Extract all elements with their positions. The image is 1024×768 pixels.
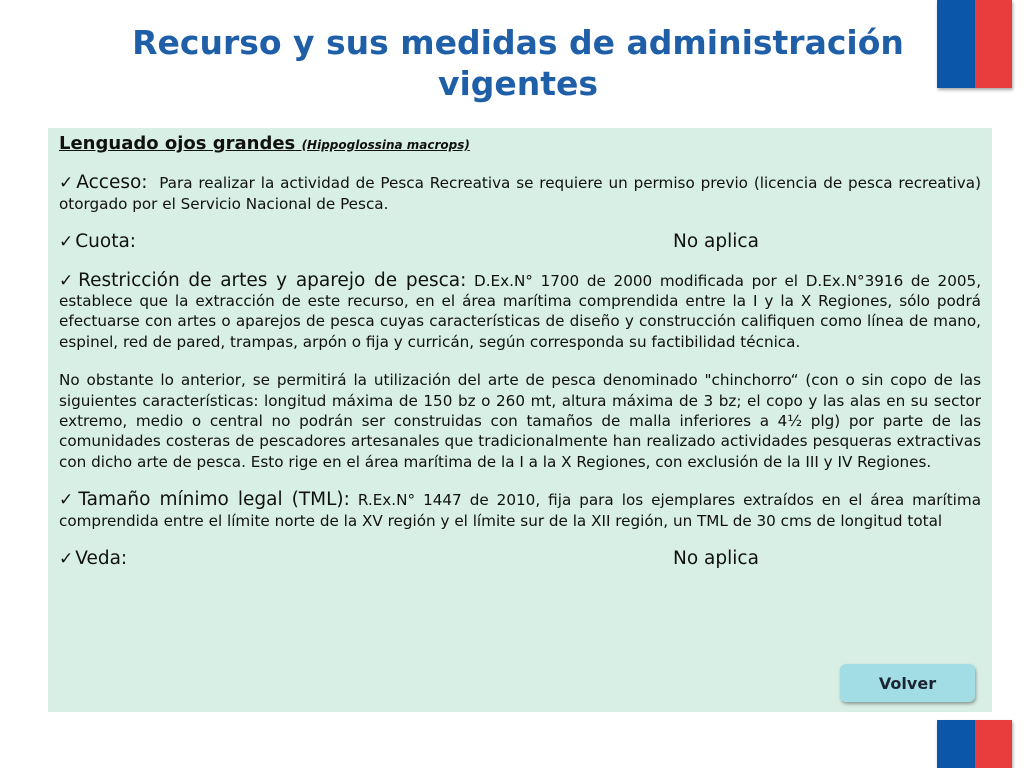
restriccion-text: D.Ex.N° 1700 de 2000 modificada por el D.Ex.N°3916 de 2005, establece que la extracción de este recurso, en el área marítima comprendida entre la I y la X Regiones, sólo podrá efectuarse con artes o aparejos de pesca cuyas características de diseño y construcción califiquen como línea de mano, espinel, red de pared, trampas, arpón o fija y curricán, según corresponda su factibilidad técnica.: [59, 271, 982, 351]
species-heading: [59, 134, 981, 155]
check-icon: ✓: [59, 173, 75, 194]
restriccion-paragraph-2: No obstante lo anterior, se permitirá la utilización del arte de pesca denominado "chinchorro“ (con o sin copo de las siguientes características: longitud máxima de 150 bz o 260 mt, altura máxima de 3 bz; el copo y las alas en su sector extremo, medio o central no podrán ser construidas con tamaños de malla inferiores a 4½ plg) por parte de las comunidades costeras de pescadores artesanales que tradicionalmente han realizado actividades pesqueras extractivas con dicho arte de pesca. Esto rige en el área marítima de la I a la X Regiones, con exclusión de la III y IV Regiones.: [59, 371, 981, 471]
restriccion-label: Restricción de artes y aparejo de pesca:: [78, 269, 467, 291]
check-icon: ✓: [59, 490, 77, 511]
acceso-label: Acceso:: [76, 172, 148, 194]
cuota-value: No aplica: [673, 231, 759, 253]
restriccion-item: [59, 271, 981, 353]
cuota-item: [59, 232, 981, 252]
acceso-text: Para realizar la actividad de Pesca Recreativa se requiere un permiso previo (licencia de pesca recreativa) otorgado por el Servicio Nacional de Pesca.: [59, 174, 981, 213]
species-common-name: Lenguado ojos grandes: [59, 133, 296, 154]
tml-text: R.Ex.N° 1447 de 2010, fija para los ejemplares extraídos en el área marítima comprendida entre el límite norte de la XV región y el límite sur de la XII región, un TML de 30 cms de longitud total: [59, 491, 982, 530]
check-icon: ✓: [59, 270, 77, 291]
tml-item: [59, 490, 981, 531]
check-icon: ✓: [59, 549, 74, 570]
content-panel: [48, 128, 992, 712]
cuota-label-wrap: [59, 232, 673, 252]
flag-blue-stripe: [937, 720, 975, 768]
tml-label: Tamaño mínimo legal (TML):: [78, 489, 350, 511]
veda-label-wrap: [59, 549, 673, 569]
species-scientific-name: (Hippoglossina macrops): [301, 138, 470, 152]
cuota-label: Cuota:: [75, 231, 137, 253]
volver-button[interactable]: Volver: [840, 664, 975, 702]
flag-red-stripe: [975, 720, 1013, 768]
veda-label: Veda:: [75, 548, 128, 570]
veda-item: [59, 549, 981, 569]
chile-flag-bottom-decoration: [937, 720, 1012, 768]
acceso-item: [59, 173, 981, 214]
flag-red-stripe: [975, 0, 1013, 88]
check-icon: ✓: [59, 232, 74, 253]
veda-value: No aplica: [673, 548, 759, 570]
content-body: [59, 134, 981, 588]
slide-title: Recurso y sus medidas de administración vigentes: [132, 23, 904, 103]
